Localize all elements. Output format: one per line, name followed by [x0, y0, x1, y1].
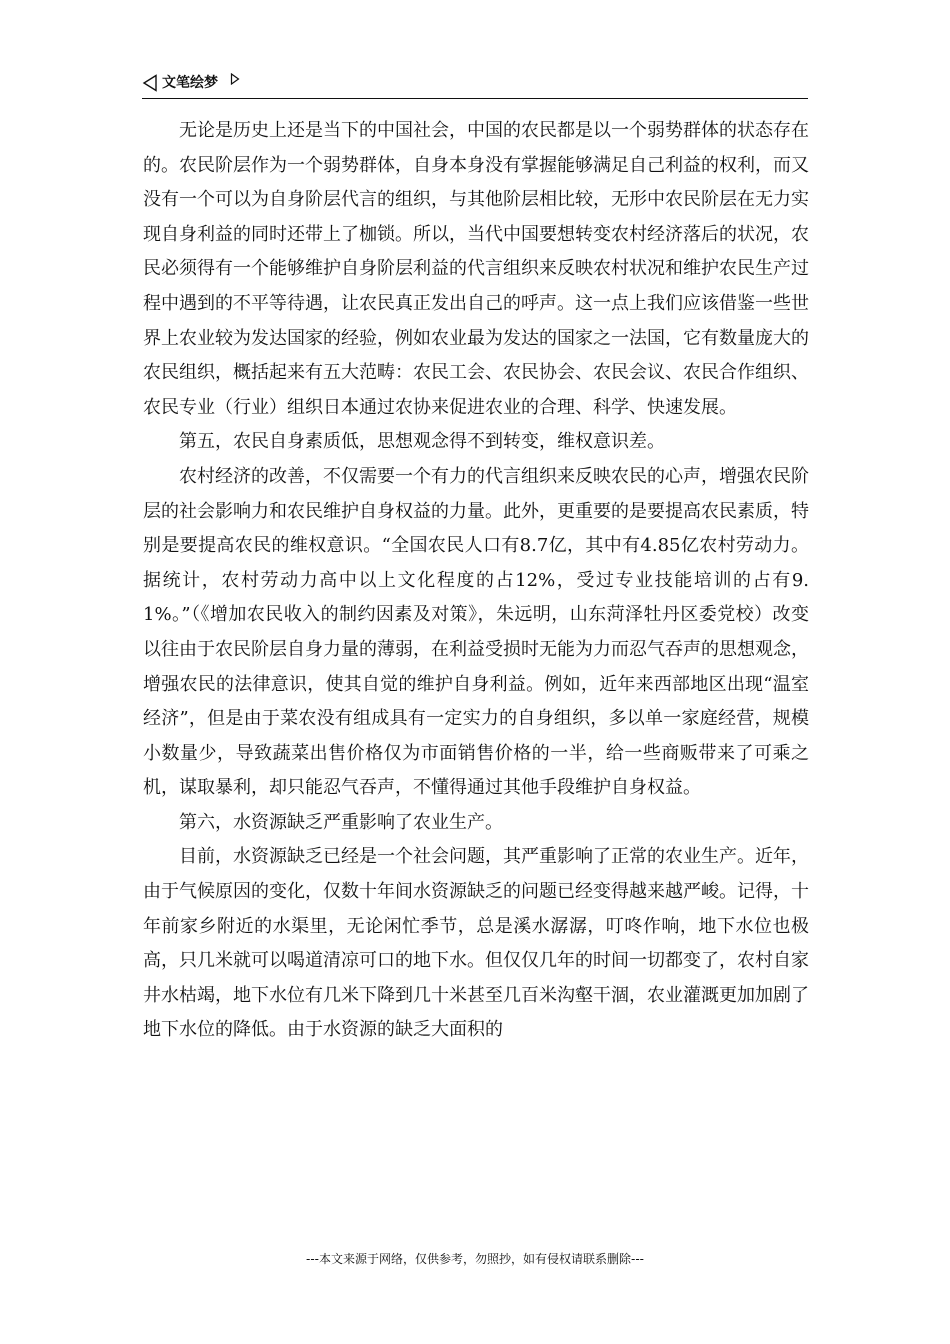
paragraph: 无论是历史上还是当下的中国社会，中国的农民都是以一个弱势群体的状态存在的。农民阶层作为一个弱势群体，自身本身没有掌握能够满足自己利益的权利，而又没有一个可以为自身阶层代言的组织，与其他阶层相比较，无形中农民阶层在无力实现自身利益的同时还带上了枷锁。所以，当代中国要想转变农村经济落后的状况，农民必须得有一个能够维护自身阶层利益的代言组织来反映农村状况和维护农民生产过程中遇到的不平等待遇，让农民真正发出自己的呼声。这一点上我们应该借鉴一些世界上农业较为发达国家的经验，例如农业最为发达的国家之一法国，它有数量庞大的农民组织，概括起来有五大范畴：农民工会、农民协会、农民会议、农民合作组织、农民专业（行业）组织日本通过农协来促进农业的合理、科学、快速发展。	[143, 120, 809, 418]
triangle-right-outline-icon	[230, 73, 240, 85]
document-body	[143, 114, 809, 1048]
header-title: 文笔绘梦	[162, 75, 218, 91]
triangle-left-outline-icon	[142, 74, 158, 92]
paragraph: 第五，农民自身素质低，思想观念得不到转变，维权意识差。	[179, 431, 665, 453]
paragraph: 农村经济的改善，不仅需要一个有力的代言组织来反映农民的心声，增强农民阶层的社会影响力和农民维护自身权益的力量。此外，更重要的是要提高农民素质，特别是要提高农民的维权意识。“全国农民人口有8.7亿，其中有4.85亿农村劳动力。据统计，农村劳动力高中以上文化程度的占12%，受过专业技能培训的占有9.1%。”（《增加农民收入的制约因素及对策》，朱远明，山东菏泽牡丹区委党校）改变以往由于农民阶层自身力量的薄弱，在利益受损时无能为力而忍气吞声的思想观念，增强农民的法律意识，使其自觉的维护自身利益。例如，近年来西部地区出现“温室经济”，但是由于菜农没有组成具有一定实力的自身组织，多以单一家庭经营，规模小数量少，导致蔬菜出售价格仅为市面销售价格的一半，给一些商贩带来了可乘之机，谋取暴利，却只能忍气吞声，不懂得通过其他手段维护自身权益。	[143, 465, 809, 799]
page-footer: ---本文来源于网络，仅供参考，勿照抄，如有侵权请联系删除---	[306, 1252, 644, 1266]
page-header	[142, 70, 808, 99]
paragraph: 第六，水资源缺乏严重影响了农业生产。	[179, 811, 503, 833]
paragraph: 目前，水资源缺乏已经是一个社会问题，其严重影响了正常的农业生产。近年，由于气候原因的变化，仅数十年间水资源缺乏的问题已经变得越来越严峻。记得，十年前家乡附近的水渠里，无论闲忙季节，总是溪水潺潺，叮咚作响，地下水位也极高，只几米就可以喝道清凉可口的地下水。但仅仅几年的时间一切都变了，农村自家井水枯竭，地下水位有几米下降到几十米甚至几百米沟壑干涸，农业灌溉更加加剧了地下水位的降低。由于水资源的缺乏大面积的	[143, 846, 809, 1041]
